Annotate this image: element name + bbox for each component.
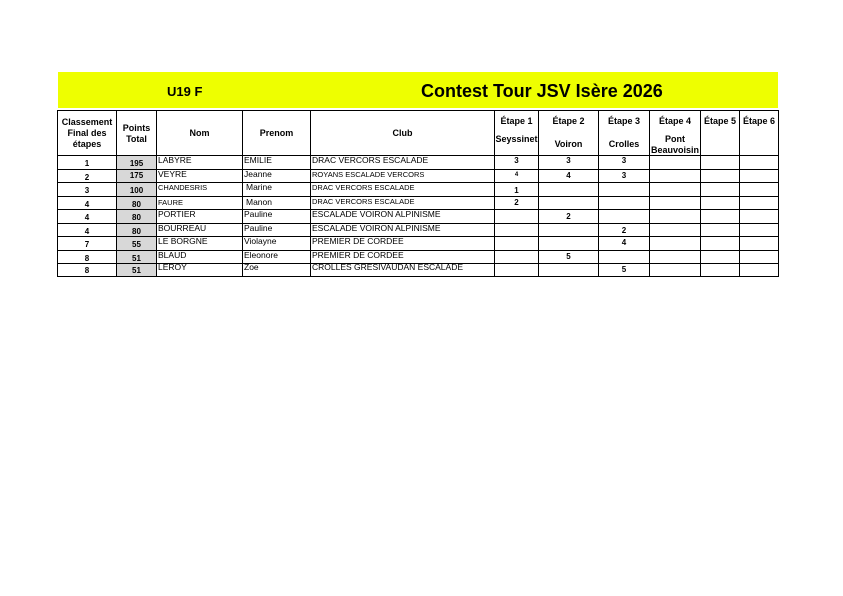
rank-cell: 1	[84, 159, 90, 168]
points-cell: 80	[132, 226, 141, 236]
rank-cell: 8	[84, 253, 90, 263]
etape4-location: Pont Beauvoisin	[650, 134, 699, 155]
rank-cell: 4	[84, 199, 90, 209]
prenom-cell: Jeanne	[244, 168, 272, 179]
col-header-etape5: Étape 5	[703, 116, 736, 126]
points-cell: 80	[132, 213, 141, 222]
prenom-cell: Pauline	[244, 222, 273, 233]
etape4-cell	[650, 264, 700, 278]
col-header-etape4: Étape 4	[658, 116, 691, 126]
etape2-cell	[539, 197, 598, 211]
rank-cell: 4	[84, 213, 90, 222]
etape6-cell	[740, 264, 778, 278]
club-cell: ESCALADE VOIRON ALPINISME	[312, 209, 441, 219]
etape6-cell	[740, 251, 778, 265]
etape1-cell: 1	[514, 186, 519, 195]
etape3-cell	[599, 183, 649, 197]
etape1-cell	[495, 251, 538, 265]
col-header-points: Points Total	[122, 122, 151, 144]
etape6-cell	[740, 170, 778, 184]
etape3-cell	[599, 197, 649, 211]
etape3-cell: 3	[621, 170, 627, 180]
col-header-club: Club	[392, 128, 413, 138]
etape6-cell	[740, 197, 778, 211]
etape6-cell	[740, 210, 778, 224]
rank-cell: 4	[84, 226, 90, 236]
prenom-cell: EMILIE	[244, 155, 272, 165]
etape1-cell: 3	[514, 156, 519, 165]
etape2-cell	[539, 224, 598, 238]
col-header-nom: Nom	[189, 128, 210, 138]
etape5-cell	[701, 224, 739, 238]
etape3-cell: 4	[621, 238, 627, 247]
points-cell: 51	[132, 253, 141, 263]
etape3-cell: 3	[621, 156, 627, 165]
etape5-cell	[701, 183, 739, 197]
etape1-location: Seyssinet	[495, 134, 538, 144]
etape6-cell	[740, 237, 778, 251]
etape1-cell: 2	[514, 197, 519, 207]
nom-cell: FAURE	[158, 197, 184, 207]
col-header-etape6: Étape 6	[742, 116, 775, 126]
etape2-location: Voiron	[554, 139, 583, 149]
etape1-cell	[495, 264, 538, 278]
etape2-cell: 4	[566, 170, 571, 180]
rank-cell: 2	[84, 172, 90, 182]
results-table	[57, 110, 779, 277]
etape2-cell	[539, 183, 598, 197]
prenom-cell: Manon	[246, 196, 272, 207]
etape4-cell	[650, 251, 700, 265]
page-title: Contest Tour JSV Isère 2026	[421, 81, 663, 101]
points-cell: 51	[132, 266, 141, 275]
points-cell: 80	[132, 199, 141, 209]
title-banner	[58, 72, 778, 108]
nom-cell: LE BORGNE	[158, 236, 208, 246]
club-cell: DRAC VERCORS ESCALADE	[312, 196, 415, 206]
etape3-cell: 5	[621, 265, 627, 274]
table-row	[58, 264, 778, 278]
etape5-cell	[701, 237, 739, 251]
club-cell: DRAC VERCORS ESCALADE	[312, 183, 415, 192]
points-cell: 195	[129, 159, 144, 168]
etape1-cell	[495, 237, 538, 251]
etape4-cell	[650, 156, 700, 170]
etape6-cell	[740, 183, 778, 197]
etape5-cell	[701, 251, 739, 265]
points-cell: 55	[132, 240, 141, 249]
etape6-cell	[740, 224, 778, 238]
col-header-prenom: Prenom	[259, 128, 294, 138]
col-header-etape2: Étape 2	[552, 116, 585, 126]
etape2-cell	[539, 237, 598, 251]
etape2-cell: 5	[566, 251, 571, 261]
etape3-location: Crolles	[608, 139, 640, 149]
rank-cell: 8	[84, 266, 90, 275]
points-cell: 100	[129, 186, 144, 195]
category-label: U19 F	[167, 84, 203, 99]
club-cell: ESCALADE VOIRON ALPINISME	[312, 222, 441, 233]
etape2-cell: 3	[566, 156, 571, 165]
nom-cell: BOURREAU	[158, 222, 207, 233]
prenom-cell: Marine	[246, 182, 272, 192]
col-header-etape3: Étape 3	[607, 116, 640, 126]
etape1-cell	[495, 210, 538, 224]
etape5-cell	[701, 264, 739, 278]
etape4-cell	[650, 210, 700, 224]
etape4-cell	[650, 224, 700, 238]
rank-cell: 7	[84, 240, 90, 249]
nom-cell: PORTIER	[158, 209, 196, 219]
prenom-cell: Eleonore	[244, 249, 279, 260]
prenom-cell: Violayne	[244, 236, 277, 246]
etape2-cell: 2	[566, 212, 571, 221]
etape2-cell	[539, 264, 598, 278]
col-header-etape1: Étape 1	[500, 116, 533, 126]
club-cell: CROLLES GRESIVAUDAN ESCALADE	[312, 262, 463, 272]
etape5-cell	[701, 170, 739, 184]
etape5-cell	[701, 197, 739, 211]
rank-cell: 3	[84, 186, 90, 195]
prenom-cell: Zoe	[244, 262, 259, 272]
nom-cell: CHANDESRIS	[158, 183, 208, 192]
etape4-cell	[650, 183, 700, 197]
nom-cell: LABYRE	[158, 155, 192, 165]
etape4-cell	[650, 197, 700, 211]
col-header-rank: Classement Final des étapes	[61, 117, 113, 149]
nom-cell: VEYRE	[158, 168, 187, 179]
etape1-cell: 4	[514, 171, 519, 178]
club-cell: ROYANS ESCALADE VERCORS	[312, 169, 425, 179]
club-cell: PREMIER DE CORDEE	[312, 236, 404, 246]
club-cell: DRAC VERCORS ESCALADE	[312, 155, 429, 165]
etape5-cell	[701, 156, 739, 170]
points-cell: 175	[129, 170, 144, 180]
etape6-cell	[740, 156, 778, 170]
etape4-cell	[650, 237, 700, 251]
nom-cell: LEROY	[158, 262, 187, 272]
club-cell: PREMIER DE CORDEE	[312, 249, 404, 260]
etape5-cell	[701, 210, 739, 224]
etape3-cell	[599, 210, 649, 224]
etape4-cell	[650, 170, 700, 184]
etape3-cell: 2	[621, 225, 627, 235]
etape1-cell	[495, 224, 538, 238]
nom-cell: BLAUD	[158, 249, 187, 260]
prenom-cell: Pauline	[244, 209, 273, 219]
etape3-cell	[599, 251, 649, 265]
